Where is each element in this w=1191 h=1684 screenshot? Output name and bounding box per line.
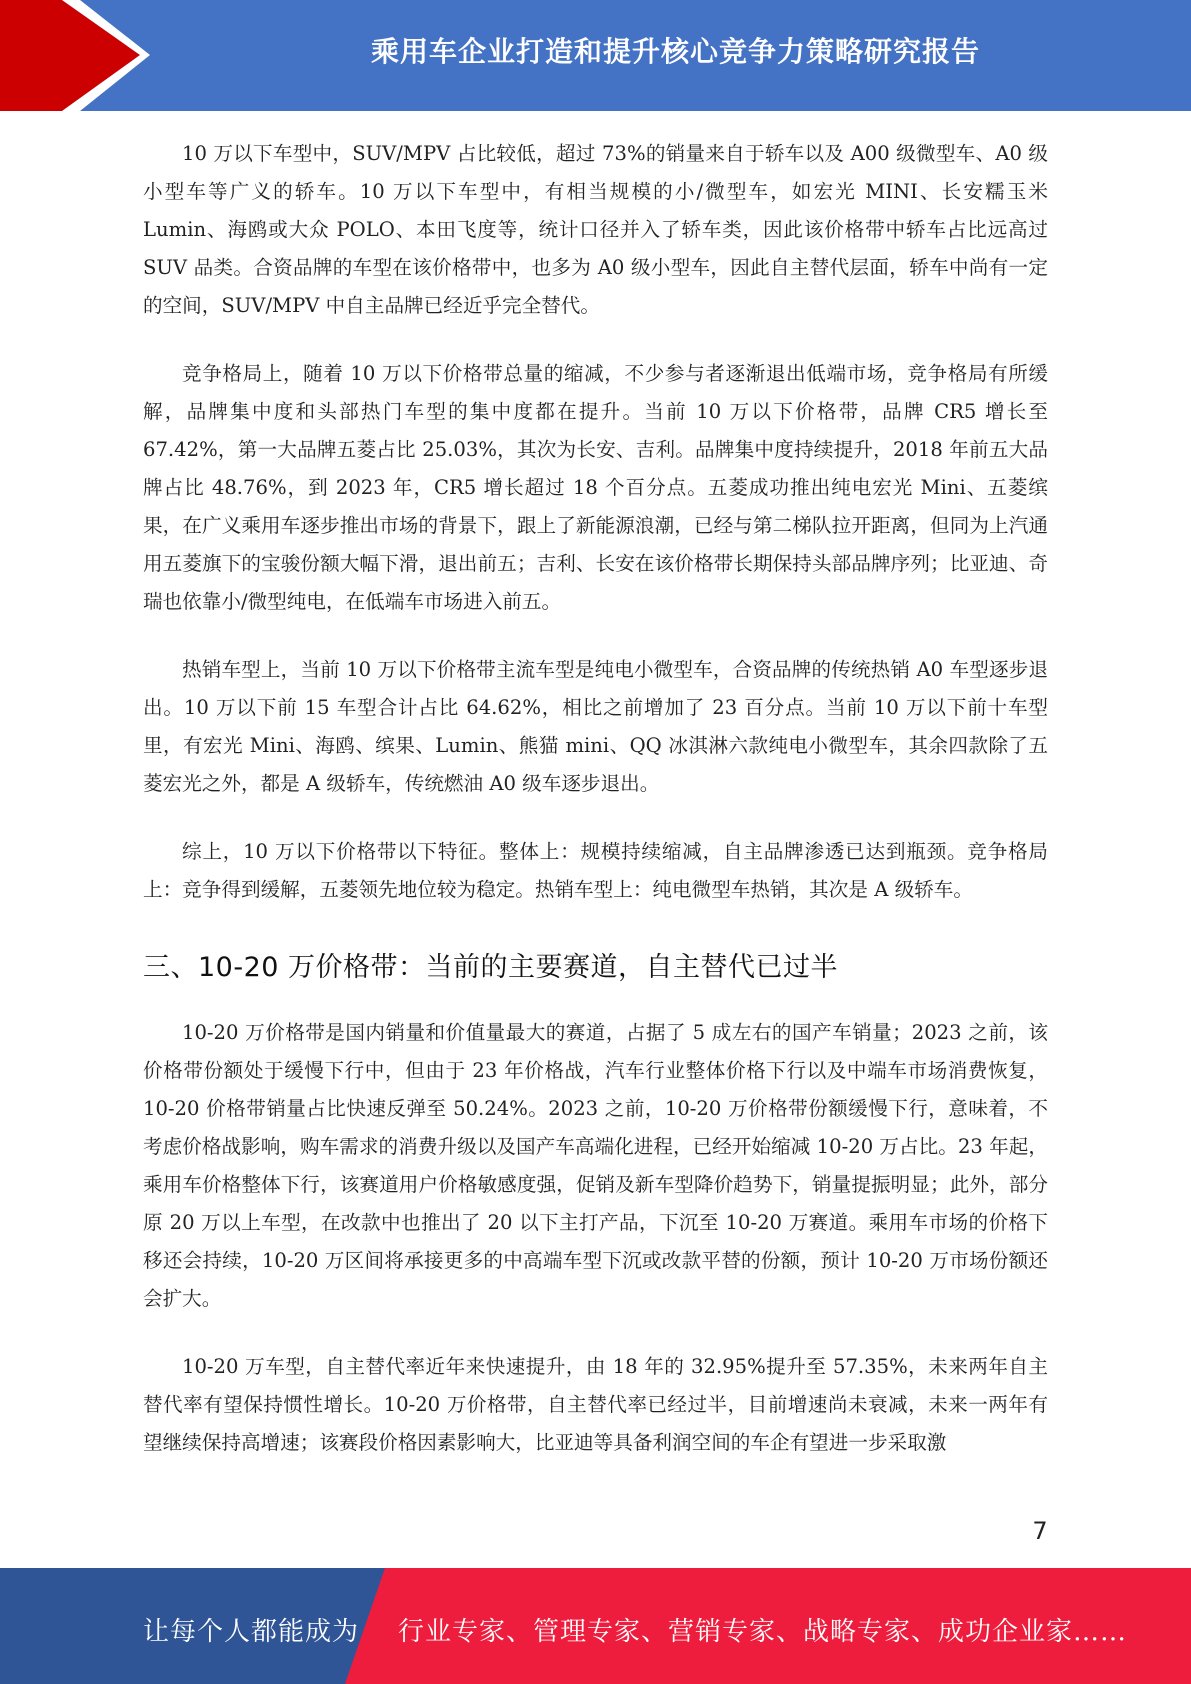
page-header (0, 0, 1191, 111)
body-paragraph-3: 热销车型上，当前 10 万以下价格带主流车型是纯电小微型车，合资品牌的传统热销 A0 车型逐步退出。10 万以下前 15 车型合计占比 64.62%，相比之前增加了 23 百分点。当前 10 万以下前十车型里，有宏光 Mini、海鸥、缤果、Lumin、熊猫 mini、QQ 冰淇淋六款纯电小微型车，其余四款除了五菱宏光之外，都是 A 级轿车，传统燃油 A0 级车逐步退出。 (143, 658, 1048, 795)
page-number: 7 (1032, 1517, 1048, 1545)
section-heading: 三、10-20 万价格带：当前的主要赛道，自主替代已过半 (143, 952, 839, 983)
body-paragraph-4: 综上，10 万以下价格带以下特征。整体上：规模持续缩减，自主品牌渗透已达到瓶颈。竞争格局上：竞争得到缓解，五菱领先地位较为稳定。热销车型上：纯电微型车热销，其次是 A 级轿车。 (143, 840, 1048, 901)
footer-slogan-right: 行业专家、管理专家、营销专家、战略专家、成功企业家…… (398, 1617, 1128, 1647)
body-paragraph-6: 10-20 万车型，自主替代率近年来快速提升，由 18 年的 32.95%提升至 57.35%，未来两年自主替代率有望保持惯性增长。10-20 万价格带，自主替代率已经过半，目前增速尚未衰减，未来一两年有望继续保持高增速；该赛段价格因素影响大，比亚迪等具备利润空间的车企有望进一步采取激 (143, 1355, 1048, 1454)
body-paragraph-2: 竞争格局上，随着 10 万以下价格带总量的缩减，不少参与者逐渐退出低端市场，竞争格局有所缓解，品牌集中度和头部热门车型的集中度都在提升。当前 10 万以下价格带，品牌 CR5 增长至 67.42%，第一大品牌五菱占比 25.03%，其次为长安、吉利。品牌集中度持续提升，2018 年前五大品牌占比 48.76%，到 2023 年，CR5 增长超过 18 个百分点。五菱成功推出纯电宏光 Mini、五菱缤果，在广义乘用车逐步推出市场的背景下，跟上了新能源浪潮，已经与第二梯队拉开距离，但同为上汽通用五菱旗下的宝骏份额大幅下滑，退出前五；吉利、长安在该价格带长期保持头部品牌序列；比亚迪、奇瑞也依靠小/微型纯电，在低端车市场进入前五。 (143, 362, 1048, 613)
body-paragraph-5: 10-20 万价格带是国内销量和价值量最大的赛道，占据了 5 成左右的国产车销量；2023 之前，该价格带份额处于缓慢下行中，但由于 23 年价格战，汽车行业整体价格下行以及中端车市场消费恢复，10-20 价格带销量占比快速反弹至 50.24%。2023 之前，10-20 万价格带份额缓慢下行，意味着，不考虑价格战影响，购车需求的消费升级以及国产车高端化进程，已经开始缩减 10-20 万占比。23 年起，乘用车价格整体下行，该赛道用户价格敏感度强，促销及新车型降价趋势下，销量提振明显；此外，部分原 20 万以上车型，在改款中也推出了 20 以下主打产品，下沉至 10-20 万赛道。乘用车市场的价格下移还会持续，10-20 万区间将承接更多的中高端车型下沉或改款平替的份额，预计 10-20 万市场份额还会扩大。 (143, 1021, 1048, 1310)
header-arrow-decoration (0, 0, 160, 111)
page-footer (0, 1568, 1191, 1684)
report-title: 乘用车企业打造和提升核心竞争力策略研究报告 (370, 35, 980, 68)
footer-slogan-left: 让每个人都能成为 (143, 1617, 360, 1647)
page-content (143, 135, 1048, 1492)
body-paragraph-1: 10 万以下车型中，SUV/MPV 占比较低，超过 73%的销量来自于轿车以及 A00 级微型车、A0 级小型车等广义的轿车。10 万以下车型中，有相当规模的小/微型车，如宏光 MINI、长安糯玉米 Lumin、海鸥或大众 POLO、本田飞度等，统计口径并入了轿车类，因此该价格带中轿车占比远高过 SUV 品类。合资品牌的车型在该价格带中，也多为 A0 级小型车，因此自主替代层面，轿车中尚有一定的空间，SUV/MPV 中自主品牌已经近乎完全替代。 (143, 142, 1048, 317)
